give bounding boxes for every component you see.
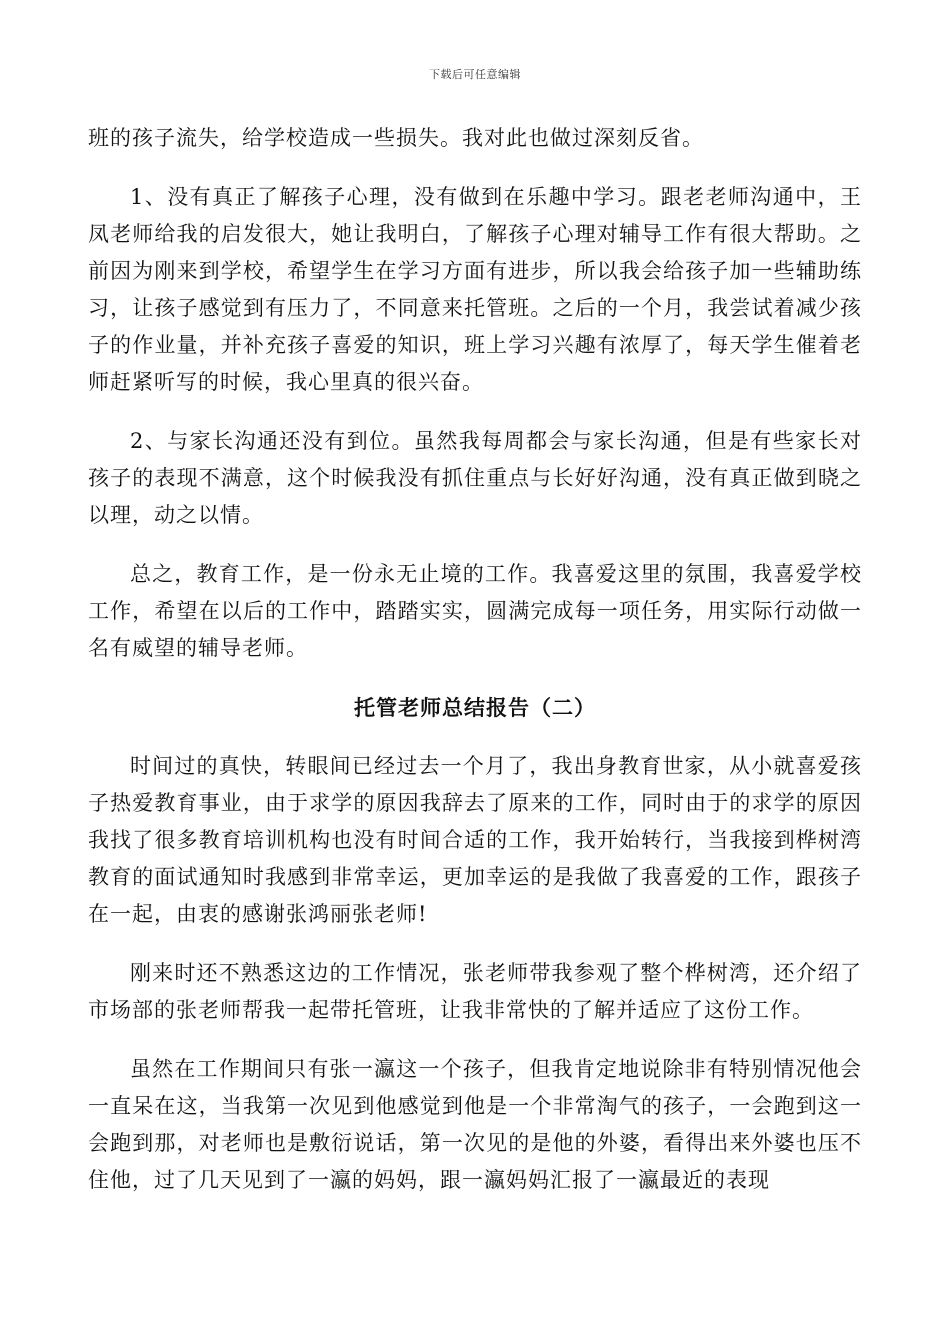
paragraph-summary: 总之，教育工作，是一份永无止境的工作。我喜爱这里的氛围，我喜爱学校工作，希望在以后的工作中，踏踏实实，圆满完成每一项任务，用实际行动做一名有威望的辅导老师。 [88, 562, 862, 660]
paragraph-gap [88, 401, 862, 423]
paragraph-gap [88, 157, 862, 179]
paragraph-gap [88, 726, 862, 748]
paragraph-section2-2: 刚来时还不熟悉这边的工作情况，张老师带我参观了整个桦树湾，还介绍了市场部的张老师帮我一起带托管班，让我非常快的了解并适应了这份工作。 [88, 961, 862, 1022]
section-title: 托管老师总结报告（二） [354, 695, 596, 720]
paragraph-gap [88, 534, 862, 556]
paragraph-gap [88, 667, 862, 689]
paragraph-continued: 班的孩子流失，给学校造成一些损失。我对此也做过深刻反省。 [88, 126, 704, 150]
paragraph-section2-3: 虽然在工作期间只有张一瀛这一个孩子，但我肯定地说除非有特别情况他会一直呆在这，当我第一次见到他感觉到他是一个非常淘气的孩子，一会跑到这一会跑到那，对老师也是敷衍说话，第一次见的是他的外婆，看得出来外婆也压不住他，过了几天见到了一瀛的妈妈，跟一瀛妈妈汇报了一瀛最近的表现 [88, 1057, 862, 1192]
document-body [88, 120, 862, 1199]
paragraph-gap [88, 933, 862, 955]
page-header-note: 下载后可任意编辑 [429, 68, 521, 81]
paragraph-section2-1: 时间过的真快，转眼间已经过去一个月了，我出身教育世家，从小就喜爱孩子热爱教育事业，由于求学的原因我辞去了原来的工作，同时由于的求学的原因我找了很多教育培训机构也没有时间合适的工作，我开始转行，当我接到桦树湾教育的面试通知时我感到非常幸运，更加幸运的是我做了我喜爱的工作，跟孩子在一起，由衷的感谢张鸿丽张老师! [88, 754, 862, 926]
paragraph-point-1: 1、没有真正了解孩子心理，没有做到在乐趣中学习。跟老老师沟通中，王凤老师给我的启发很大，她让我明白，了解孩子心理对辅导工作有很大帮助。之前因为刚来到学校，希望学生在学习方面有进步，所以我会给孩子加一些辅助练习，让孩子感觉到有压力了，不同意来托管班。之后的一个月，我尝试着减少孩子的作业量，并补充孩子喜爱的知识，班上学习兴趣有浓厚了，每天学生催着老师赶紧听写的时候，我心里真的很兴奋。 [88, 185, 862, 394]
paragraph-point-2: 2、与家长沟通还没有到位。虽然我每周都会与家长沟通，但是有些家长对孩子的表现不满意，这个时候我没有抓住重点与长好好沟通，没有真正做到晓之以理，动之以情。 [88, 429, 862, 527]
paragraph-gap [88, 1029, 862, 1051]
